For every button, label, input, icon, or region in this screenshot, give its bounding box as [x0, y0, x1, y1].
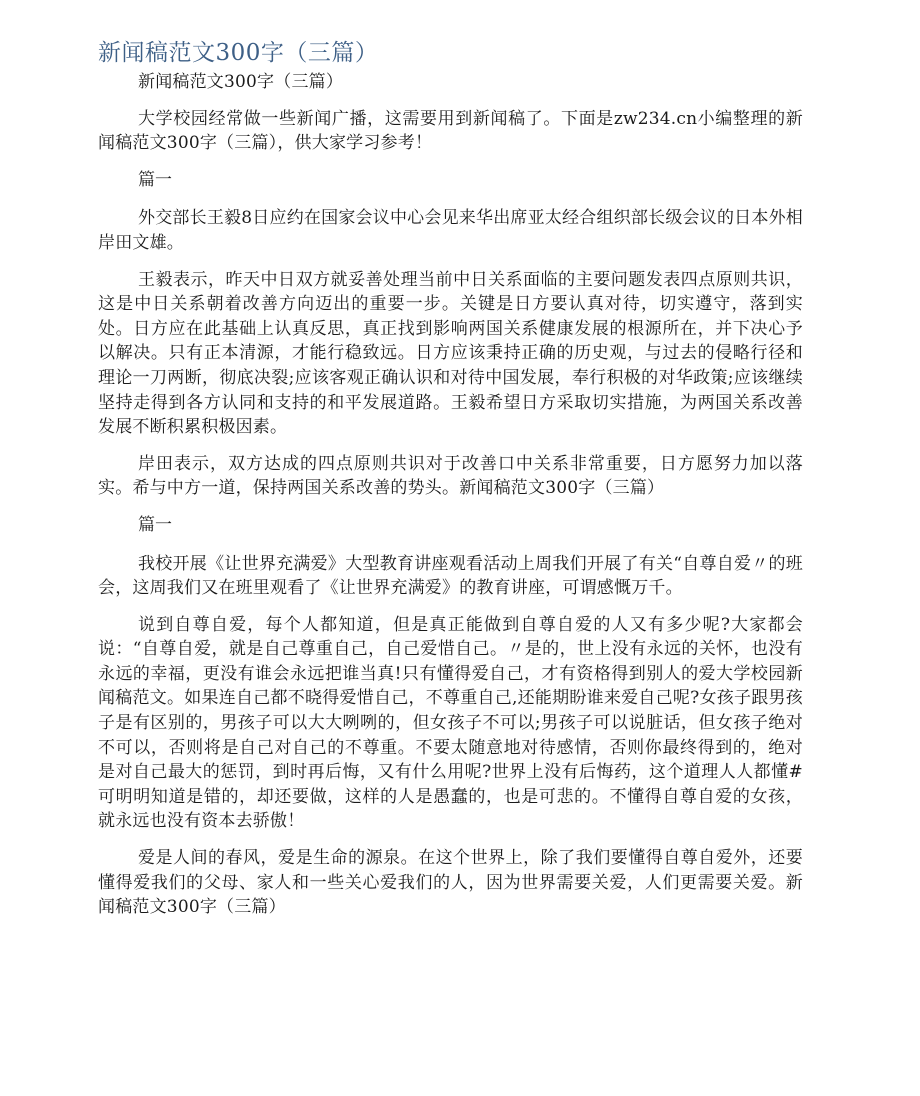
subtitle-paragraph: 新闻稿范文300字（三篇） [138, 72, 344, 92]
body-paragraph: 岸田表示，双方达成的四点原则共识对于改善口中关系非常重要，日方愿努力加以落实。希与中方一道，保持两国关系改善的势头。新闻稿范文300字（三篇） [98, 453, 803, 499]
section-heading-2: 篇一 [138, 514, 172, 535]
document-title: 新闻稿范文300字（三篇） [98, 40, 379, 66]
document-body [98, 70, 803, 932]
body-paragraph: 我校开展《让世界充满爱》大型教育讲座观看活动上周我们开展了有关“自尊自爱〃的班会，这周我们又在班里观看了《让世界充满爱》的教育讲座，可谓感慨万千。 [98, 553, 803, 599]
body-paragraph: 王毅表示，昨天中日双方就妥善处理当前中日关系面临的主要问题发表四点原则共识，这是中日关系朝着改善方向迈出的重要一步。关键是日方要认真对待，切实遵守，落到实处。日方应在此基础上认真反思，真正找到影响两国关系健康发展的根源所在，并下决心予以解决。只有正本清源，才能行稳致远。日方应该秉持正确的历史观，与过去的侵略行径和理论一刀两断，彻底决裂;应该客观正确认识和对待中国发展，奉行积极的对华政策;应该继续坚持走得到各方认同和支持的和平发展道路。王毅希望日方采取切实措施，为两国关系改善发展不断积累积极因素。 [98, 269, 803, 438]
section-heading-1: 篇一 [138, 169, 172, 190]
intro-paragraph: 大学校园经常做一些新闻广播，这需要用到新闻稿了。下面是zw234.cn小编整理的新闻稿范文300字（三篇），供大家学习参考！ [98, 108, 803, 154]
body-paragraph: 外交部长王毅8日应约在国家会议中心会见来华出席亚太经合组织部长级会议的日本外相岸田文雄。 [98, 208, 803, 253]
body-paragraph: 说到自尊自爱，每个人都知道，但是真正能做到自尊自爱的人又有多少呢?大家都会说：“自尊自爱，就是自己尊重自己，自己爱惜自己。〃是的，世上没有永远的关怀，也没有永远的幸福，更没有谁会永远把谁当真!只有懂得爱自己，才有资格得到别人的爱大学校园新闻稿范文。如果连自己都不晓得爱惜自己，不尊重自己,还能期盼谁来爱自己呢?女孩子跟男孩子是有区别的，男孩子可以大大咧咧的，但女孩子不可以;男孩子可以说脏话，但女孩子绝对不可以，否则将是自己对自己的不尊重。不要太随意地对待感情，否则你最终得到的，绝对是对自己最大的惩罚，到时再后悔，又有什么用呢?世界上没有后悔药，这个道理人人都懂#可明明知道是错的，却还要做，这样的人是愚蠢的，也是可悲的。不懂得自尊自爱的女孩，就永远也没有资本去骄傲！ [98, 614, 803, 832]
body-paragraph: 爱是人间的春风，爱是生命的源泉。在这个世界上，除了我们要懂得自尊自爱外，还要懂得爱我们的父母、家人和一些关心爱我们的人，因为世界需要关爱，人们更需要关爱。新闻稿范文300字（三篇） [98, 848, 803, 918]
